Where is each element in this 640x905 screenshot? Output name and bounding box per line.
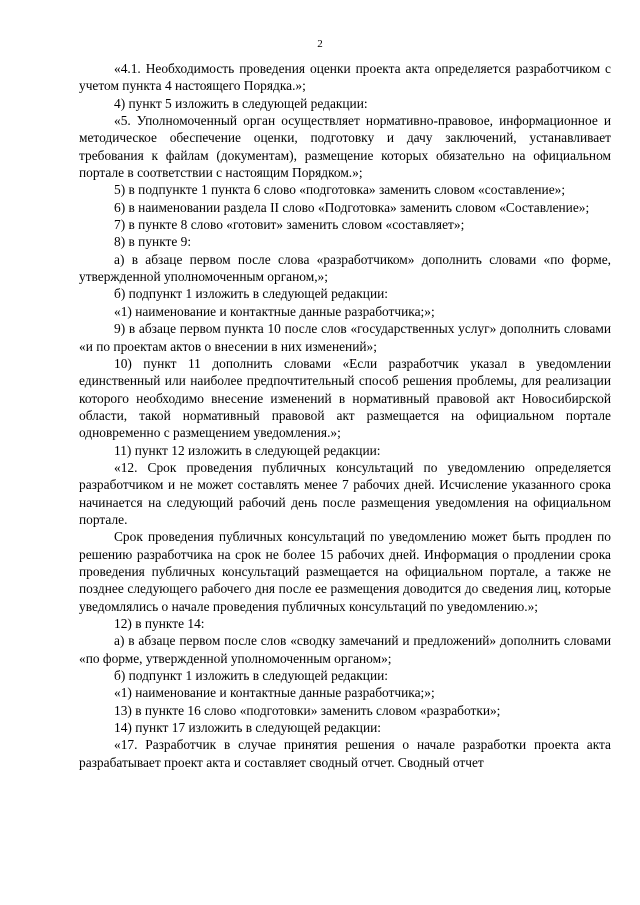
- paragraph-item-7: 7) в пункте 8 слово «готовит» заменить словом «составляет»;: [114, 217, 465, 233]
- paragraph-item-9: 9) в абзаце первом пункта 10 после слов «государственных услуг» дополнить словами «и по проектам актов о внесении в них изменений»;: [79, 321, 611, 354]
- paragraph-item-8: 8) в пункте 9:: [114, 234, 192, 250]
- paragraph-item-8b-text: «1) наименование и контактные данные разработчика;»;: [114, 303, 435, 319]
- paragraph-point-5-text: «5. Уполномоченный орган осуществляет нормативно-правовое, информационное и методическое обеспечение оценки, подготовку и дачу заключений, устанавливает требования к файлам (документам), размещение которых обязательно на официальном портале в соответствии с настоящим Порядком.»;: [79, 113, 611, 181]
- paragraph-item-11: 11) пункт 12 изложить в следующей редакции:: [114, 442, 381, 458]
- paragraph-item-5: 5) в подпункте 1 пункта 6 слово «подготовка» заменить словом «составление»;: [114, 182, 566, 198]
- paragraph-item-8a: а) в абзаце первом после слова «разработчиком» дополнить словами «по форме, утвержденной уполномоченным органом,»;: [79, 251, 611, 285]
- paragraph-item-4: 4) пункт 5 изложить в следующей редакции:: [114, 95, 368, 111]
- paragraph-item-12b-text: «1) наименование и контактные данные разработчика;»;: [114, 685, 435, 701]
- paragraph-item-14: 14) пункт 17 изложить в следующей редакции:: [114, 720, 382, 736]
- paragraph-item-12a: а) в абзаце первом после слов «сводку замечаний и предложений» дополнить словами «по форме, утвержденной уполномоченным органом»;: [79, 633, 611, 666]
- paragraph-4-1: «4.1. Необходимость проведения оценки проекта акта определяется разработчиком с учетом пункта 4 настоящего Порядка.»;: [79, 61, 611, 94]
- paragraph-item-12b: б) подпункт 1 изложить в следующей редакции:: [114, 668, 389, 684]
- paragraph-item-12: 12) в пункте 14:: [114, 616, 205, 631]
- paragraph-point-12-text: «12. Срок проведения публичных консультаций по уведомлению определяется разработчиком и не может составлять менее 7 рабочих дней. Исчисление указанного срока начинается на следующий рабочий день после размещения уведомления на официальном портале.: [79, 459, 611, 527]
- paragraph-point-17-text: «17. Разработчик в случае принятия решения о начале разработки проекта акта разрабатывает проект акта и составляет сводный отчет. Сводный отчет: [79, 737, 611, 770]
- paragraph-point-12-extension: Срок проведения публичных консультаций по уведомлению может быть продлен по решению разработчика на срок не более 15 рабочих дней. Информация о продлении срока проведения публичных консультаций размещается на официальном портале, а также не позднее следующего рабочего дня после ее размещения доводится до сведения лиц, которые уведомлялись о начале проведения публичных консультаций по уведомлению.»;: [79, 529, 611, 614]
- page-number: 2: [317, 38, 323, 50]
- paragraph-item-8b: б) подпункт 1 изложить в следующей редакции:: [114, 286, 389, 302]
- paragraph-item-13: 13) в пункте 16 слово «подготовки» заменить словом «разработки»;: [114, 702, 501, 718]
- document-body: [79, 60, 611, 771]
- paragraph-item-6: 6) в наименовании раздела II слово «Подготовка» заменить словом «Составление»;: [114, 199, 590, 215]
- paragraph-item-10: 10) пункт 11 дополнить словами «Если разработчик указал в уведомлении единственный или наиболее предпочтительный способ решения проблемы, для реализации которого необходимо внесение изменений в нормативный правовой акт Новосибирской области, такой нормативный правовой акт размещается на официальном портале одновременно с размещением уведомления.»;: [79, 355, 611, 441]
